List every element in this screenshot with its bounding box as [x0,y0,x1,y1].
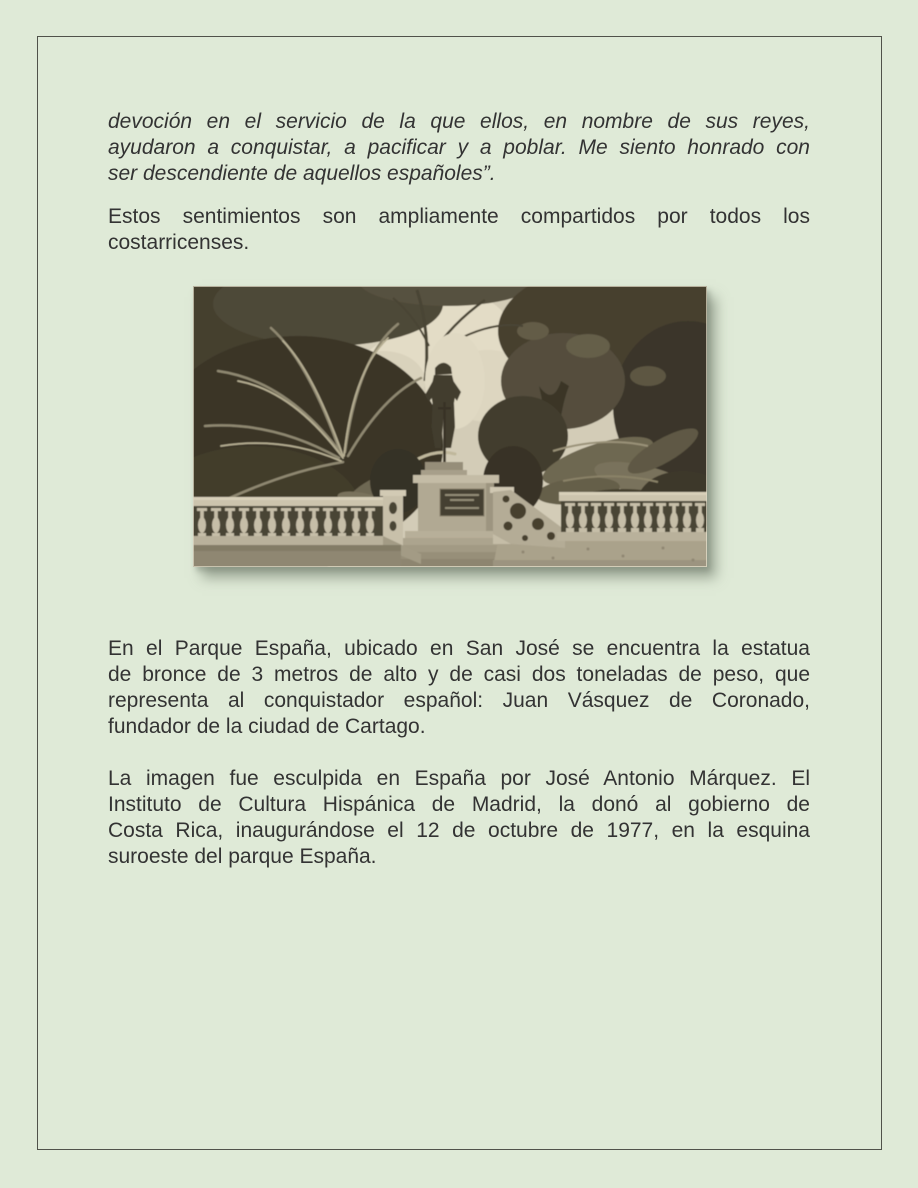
text-line: Estos sentimientos son ampliamente compartidos por todos los [108,205,810,228]
text-line: suroeste del parque España. [108,845,377,868]
text-line: devoción en el servicio de la que ellos, en nombre de sus reyes, [108,110,810,133]
text-line: Costa Rica, inaugurándose el 12 de octubre de 1977, en la esquina [108,819,810,842]
paragraph-sentiments [108,204,810,256]
paragraph-quote-continuation [108,109,810,187]
paragraph-sculptor-history [108,766,810,870]
text-line: En el Parque España, ubicado en San José se encuentra la estatua [108,637,810,660]
text-line: La imagen fue esculpida en España por José Antonio Márquez. El [108,767,810,790]
text-line: Instituto de Cultura Hispánica de Madrid, la donó al gobierno de [108,793,810,816]
text-line: fundador de la ciudad de Cartago. [108,715,426,738]
text-line: costarricenses. [108,231,250,254]
text-line: de bronce de 3 metros de alto y de casi dos toneladas de peso, que [108,663,810,686]
statue-photo [193,286,707,567]
text-line: representa al conquistador español: Juan Vásquez de Coronado, [108,689,810,712]
text-line: ser descendiente de aquellos españoles”. [108,162,496,185]
statue-photo-illustration [193,286,707,567]
paragraph-statue-description [108,636,810,740]
text-line: ayudaron a conquistar, a pacificar y a poblar. Me siento honrado con [108,136,810,159]
